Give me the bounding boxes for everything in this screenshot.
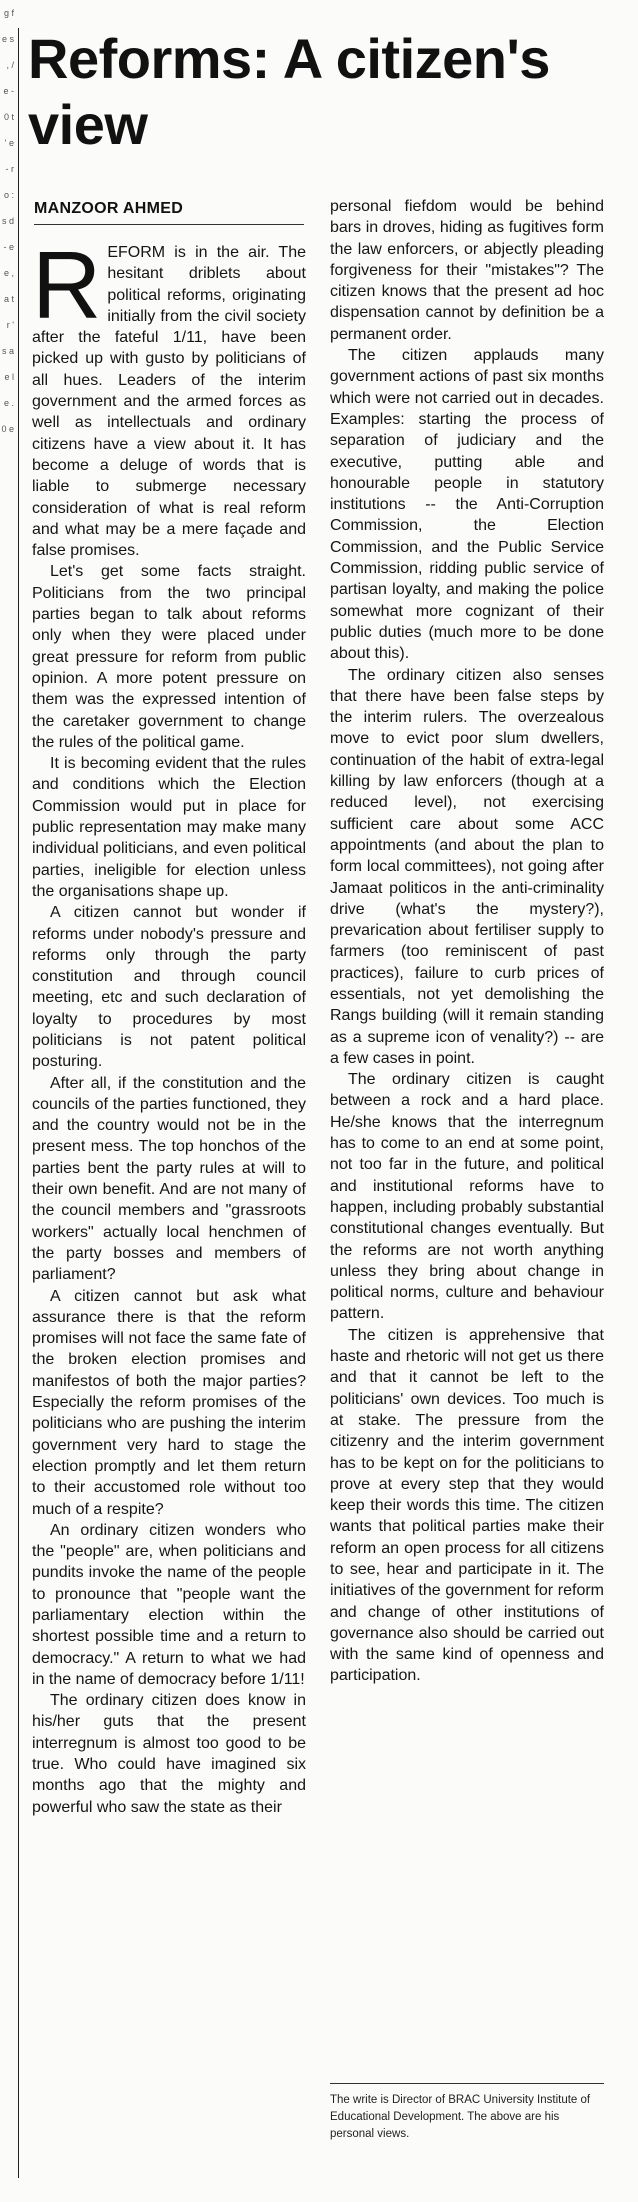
body-paragraph: The ordinary citizen does know in his/her guts that the present interregnum is almost too good to be true. Who could have imagined six months ago that the mighty and powerful who saw the state as their bbox=[32, 1692, 306, 1816]
lead-paragraph-text: EFORM is in the air. The hesitant driblets about political reforms, originating initially from the civil society after the fateful 1/11, have been picked up with gusto by politicians of all hues. Leaders of the interim government and the armed forces as well as intellectuals and ordinary citizens have a view about it. It has become a deluge of words that is liable to submerge necessary consideration of what is real reform and what may be a mere façade and false promises. bbox=[32, 244, 306, 560]
column-divider bbox=[18, 28, 19, 2178]
body-paragraph: After all, if the constitution and the councils of the parties functioned, they and the country would not be in the present mess. The top honchos of the parties bent the party rules at will to their own benefit. And are not many of the council members and "grassroots workers" actually local henchmen of the party bosses and members of parliament? bbox=[32, 1074, 306, 1284]
drop-cap: R bbox=[32, 232, 102, 339]
lead-paragraph bbox=[32, 232, 306, 561]
body-paragraph: A citizen cannot but wonder if reforms under nobody's pressure and reforms only through the party constitution and through council meeting, etc and such declaration of loyalty to procedures by most politicians is not patent political posturing. bbox=[32, 904, 306, 1071]
article-column-left bbox=[32, 232, 306, 1818]
body-paragraph: An ordinary citizen wonders who the "people" are, when politicians and pundits invoke the name of the people to pronounce that "people want the parliamentary election within the shortest possible time and a return to democracy." A return to what we had in the name of democracy before 1/11! bbox=[32, 1521, 306, 1688]
author-footnote: The write is Director of BRAC University Institute of Educational Development. The above are his personal views. bbox=[330, 2083, 604, 2143]
body-paragraph: A citizen cannot but ask what assurance there is that the reform promises will not face the same fate of the broken election promises and manifestos of both the major parties? Especially the reform promises of the politicians who are pushing the interim government very hard to stage the election promptly and let them return to their accustomed role without too much of a respite? bbox=[32, 1287, 306, 1518]
body-paragraph: The citizen is apprehensive that haste and rhetoric will not get us there and that it cannot be left to the politicians' own devices. Too much is at stake. The pressure from the citizenry and the interim government has to be kept on for the politicians to prove at every step that they would keep their words this time. The citizen wants that political parties make their reform an open process for all citizens to see, hear and participate in it. The initiatives of the government for reform and change of other institutions of governance also should be carried out with the same kind of openness and participation. bbox=[330, 1326, 604, 1685]
article-headline: Reforms: A citizen's view bbox=[28, 27, 550, 156]
continued-paragraph: personal fiefdom would be behind bars in droves, hiding as fugitives form the law enforcers, or abjectly pleading forgiveness for their "mistakes"? The citizen knows that the present ad hoc dispensation cannot by definition be a permanent order. bbox=[330, 198, 604, 343]
body-paragraph: The citizen applauds many government actions of past six months which were not carried out in decades. Examples: starting the process of separation of judiciary and the executive, putting able and honourable people in statutory institutions -- the Anti-Corruption Commission, the Election Commission, and the Public Service Commission, ridding public service of partisan loyalty, and making the police somewhat more cognizant of their public duties (much more to be done about this). bbox=[330, 347, 604, 663]
article-column-right bbox=[330, 196, 604, 1687]
body-paragraph: It is becoming evident that the rules and conditions which the Election Commission would put in place for public representation may make many individual politicians, and even political parties, ineligible for election unless the organisations shape up. bbox=[32, 755, 306, 900]
body-paragraph: The ordinary citizen also senses that there have been false steps by the interim rulers. The overzealous move to evict poor slum dwellers, continuation of the habit of extra-legal killing by law enforcers (though at a reduced level), not exercising sufficient care about some ACC appointments (and about the plan to form local committees), not going after Jamaat politicos in the anti-criminality drive (what's the mystery?), prevarication about fertiliser supply to farmers (too reminiscent of past practices), failure to curb prices of essentials, not yet demolishing the Rangs building (will it remain standing as a supreme icon of venality?) -- are a few cases in point. bbox=[330, 666, 604, 1067]
body-paragraph: Let's get some facts straight. Politicians from the two principal parties began to talk about reforms only when they were placed under great pressure for reform from public opinion. A more potent pressure on them was the expressed intention of the caretaker government to change the rules of the political game. bbox=[32, 563, 306, 751]
body-paragraph: The ordinary citizen is caught between a rock and a hard place. He/she knows that the interregnum has to come to an end at some point, not too far in the future, and political and institutional reforms have to happen, including probably substantial constitutional changes eventually. But the reforms are not worth anything unless they bring about change in political norms, culture and behaviour pattern. bbox=[330, 1071, 604, 1323]
adjacent-column-fragments: g f e s , / e - 0 t ' e - r o : s d - e e , a t r ' s a e l e . 0 e bbox=[1, 8, 14, 434]
article-byline: MANZOOR AHMED bbox=[34, 200, 304, 225]
